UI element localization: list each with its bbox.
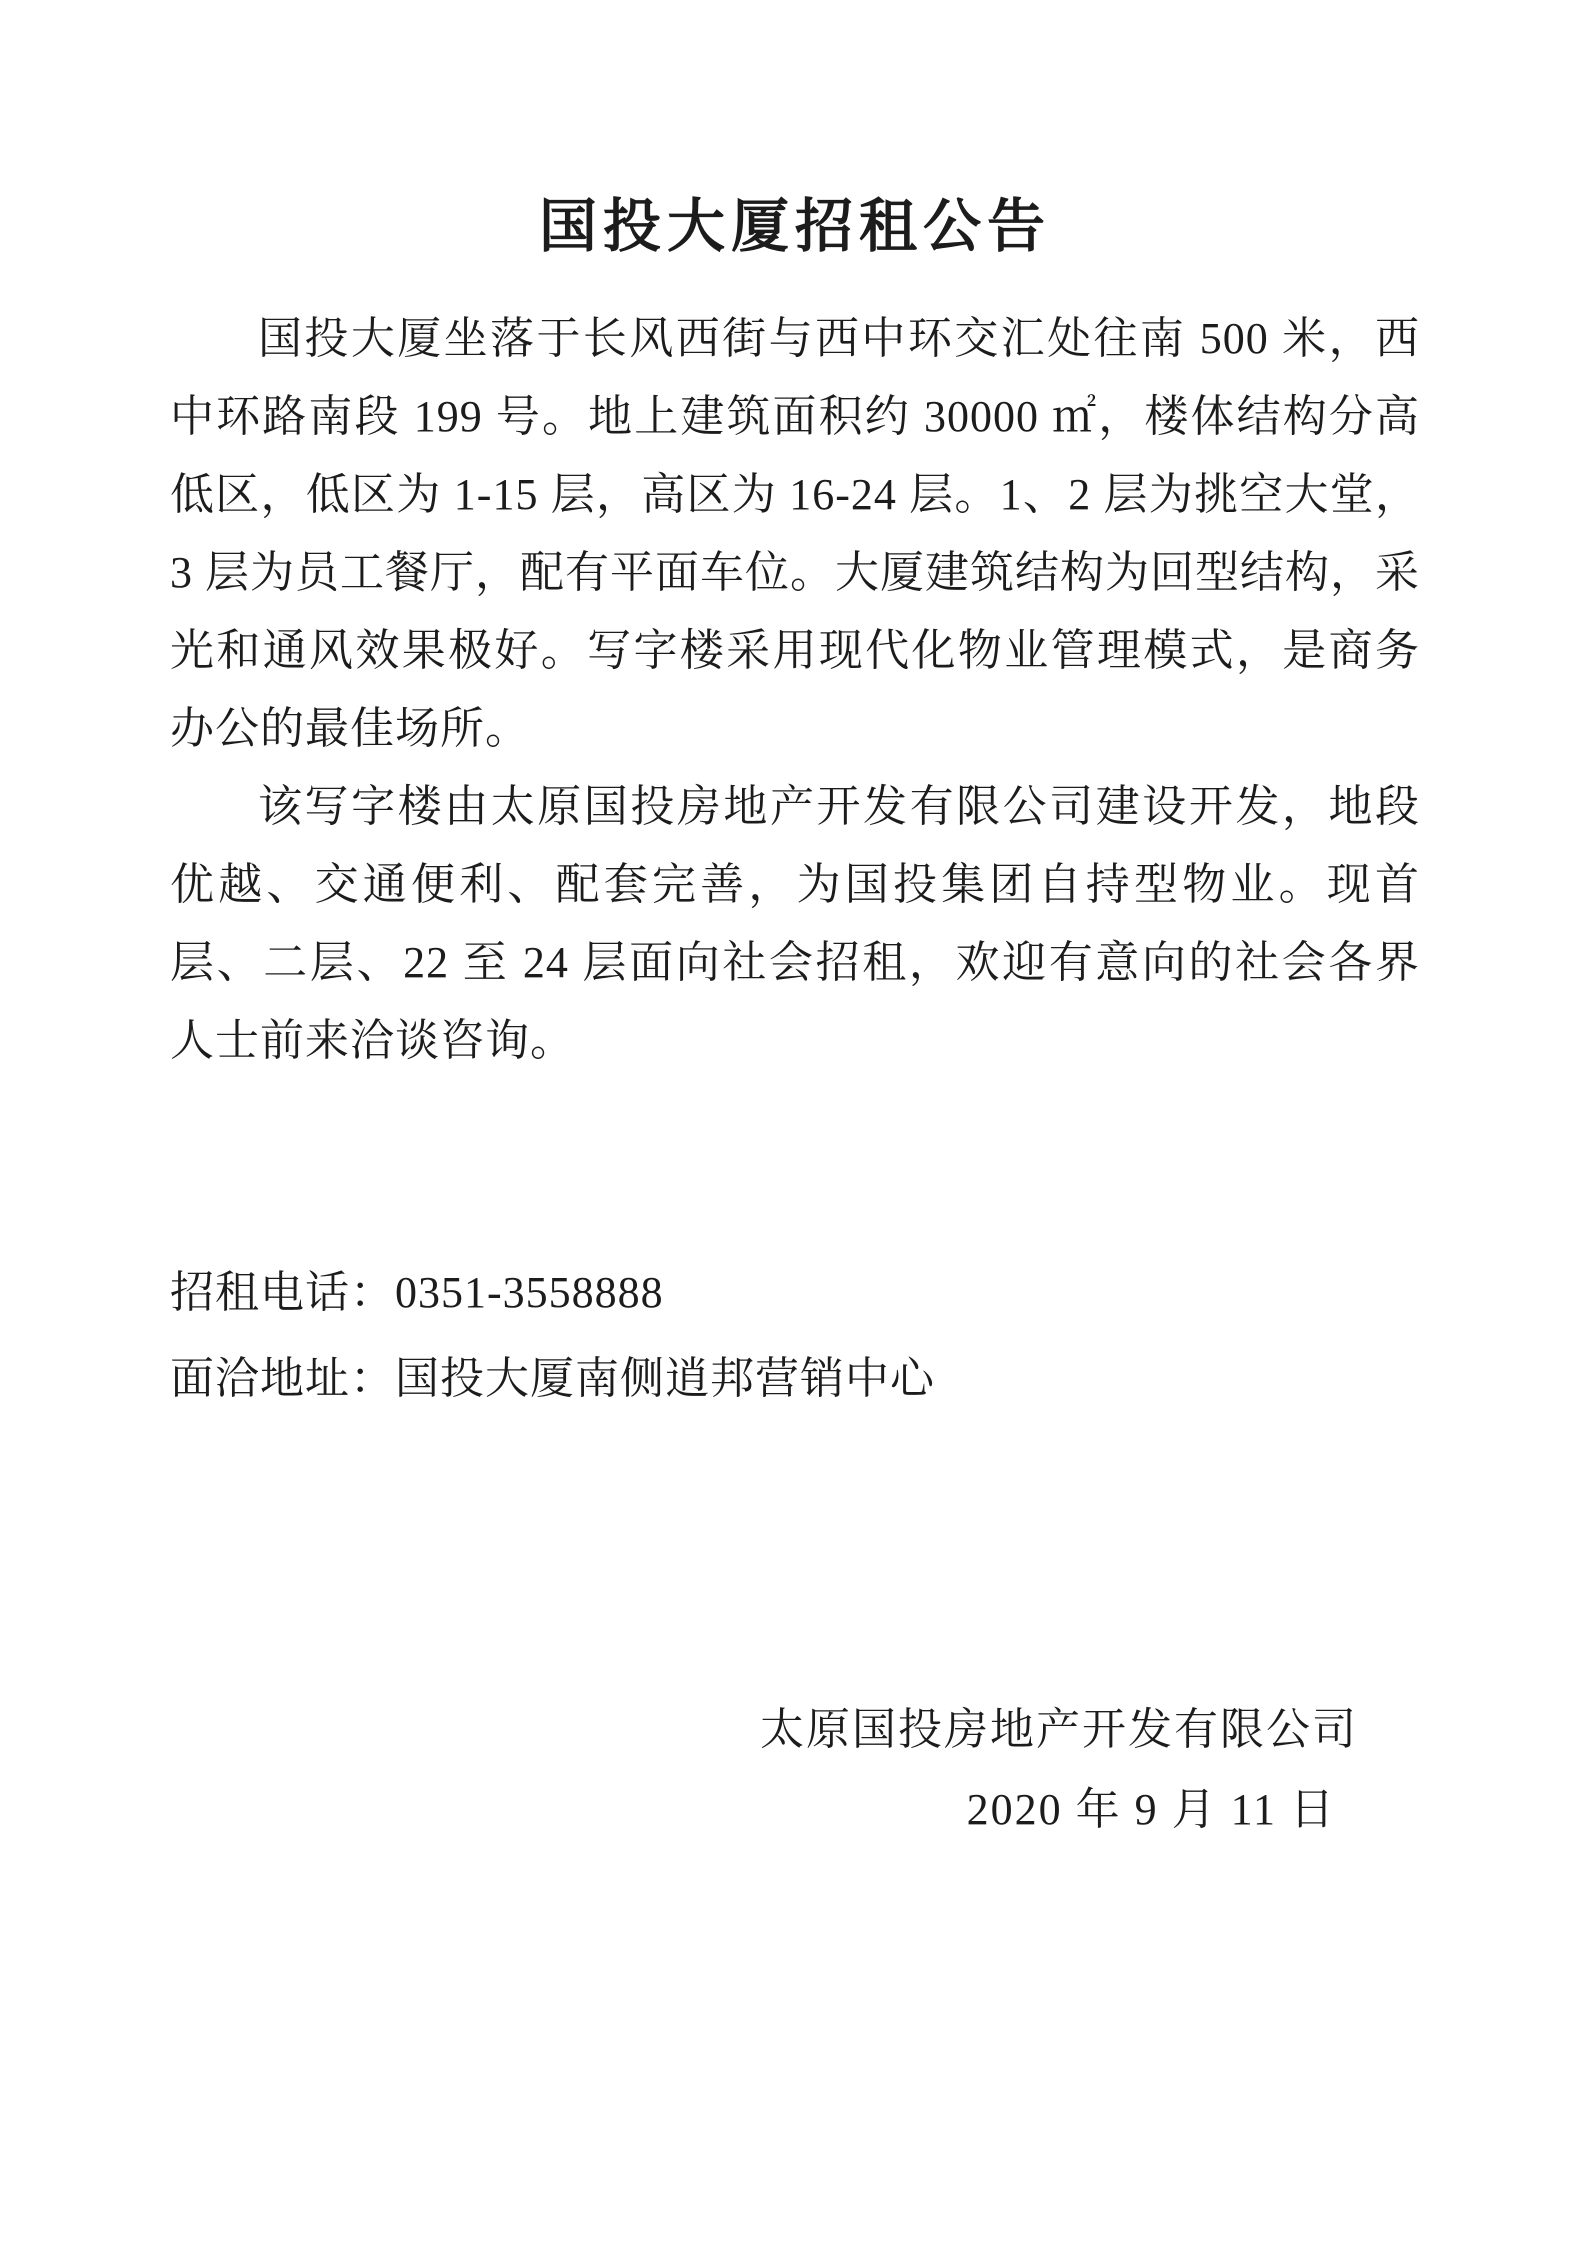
body-paragraph-1: 国投大厦坐落于长风西街与西中环交汇处往南 500 米，西中环路南段 199 号。地上建筑面积约 30000 ㎡，楼体结构分高低区，低区为 1-15 层，高区为 16-24 层。1、2 层为挑空大堂，3 层为员工餐厅，配有平面车位。大厦建筑结构为回型结构，采光和通风效果极好。写字楼采用现代化物业管理模式，是商务办公的最佳场所。 <box>170 313 1420 753</box>
body-paragraph-2: 该写字楼由太原国投房地产开发有限公司建设开发，地段优越、交通便利、配套完善，为国投集团自持型物业。现首层、二层、22 至 24 层面向社会招租，欢迎有意向的社会各界人士前来洽谈咨询。 <box>170 781 1420 1065</box>
contact-address-line: 面洽地址：国投大厦南侧逍邦营销中心 <box>170 1353 935 1403</box>
contact-block <box>170 1250 1420 1422</box>
signature-date: 2020 年 9 月 11 日 <box>966 1784 1336 1834</box>
signature-block <box>170 1690 1420 1850</box>
contact-phone-line: 招租电话：0351-3558888 <box>170 1267 664 1317</box>
page-title: 国投大厦招租公告 <box>538 194 1051 259</box>
signature-company: 太原国投房地产开发有限公司 <box>760 1704 1358 1754</box>
